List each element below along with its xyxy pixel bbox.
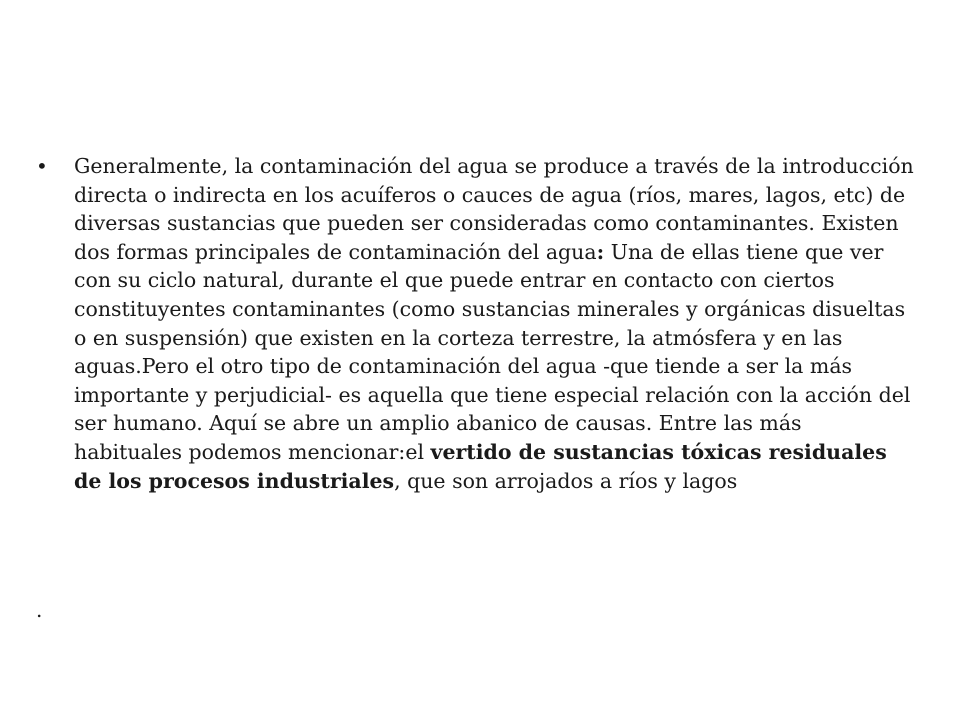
bullet-item: [36, 152, 916, 495]
bullet-dot: •: [36, 154, 48, 178]
paragraph-text-start: Generalmente, la contaminación del agua se produce a través de la introducción directa o indirecta en los acuíferos o cauces de agua (ríos, mares, lagos, etc) de diversas sustancias que pueden ser consideradas como contaminantes. Existen dos formas principales de contaminación del agua: [74, 154, 914, 264]
bullet-list: [36, 152, 916, 495]
paragraph-text-end: , que son arrojados a ríos y lagos: [394, 468, 738, 493]
paragraph-bold-phrase: vertido de sustancias tóxicas residuales de los procesos industriales: [74, 439, 887, 493]
paragraph-text-middle: Una de ellas tiene que ver con su ciclo natural, durante el que puede entrar en contacto con ciertos constituyentes contaminantes (como sustancias minerales y orgánicas disueltas o en suspensión) que existen en la corteza terrestre, la atmósfera y en las aguas.Pero el otro tipo de contaminación del agua -que tiende a ser la más importante y perjudicial- es aquella que tiene especial relación con la acción del ser humano. Aquí se abre un amplio abanico de causas. Entre las más habituales podemos mencionar:el: [74, 239, 911, 464]
trailing-period: .: [36, 598, 43, 622]
paragraph-colon: :: [596, 239, 605, 264]
